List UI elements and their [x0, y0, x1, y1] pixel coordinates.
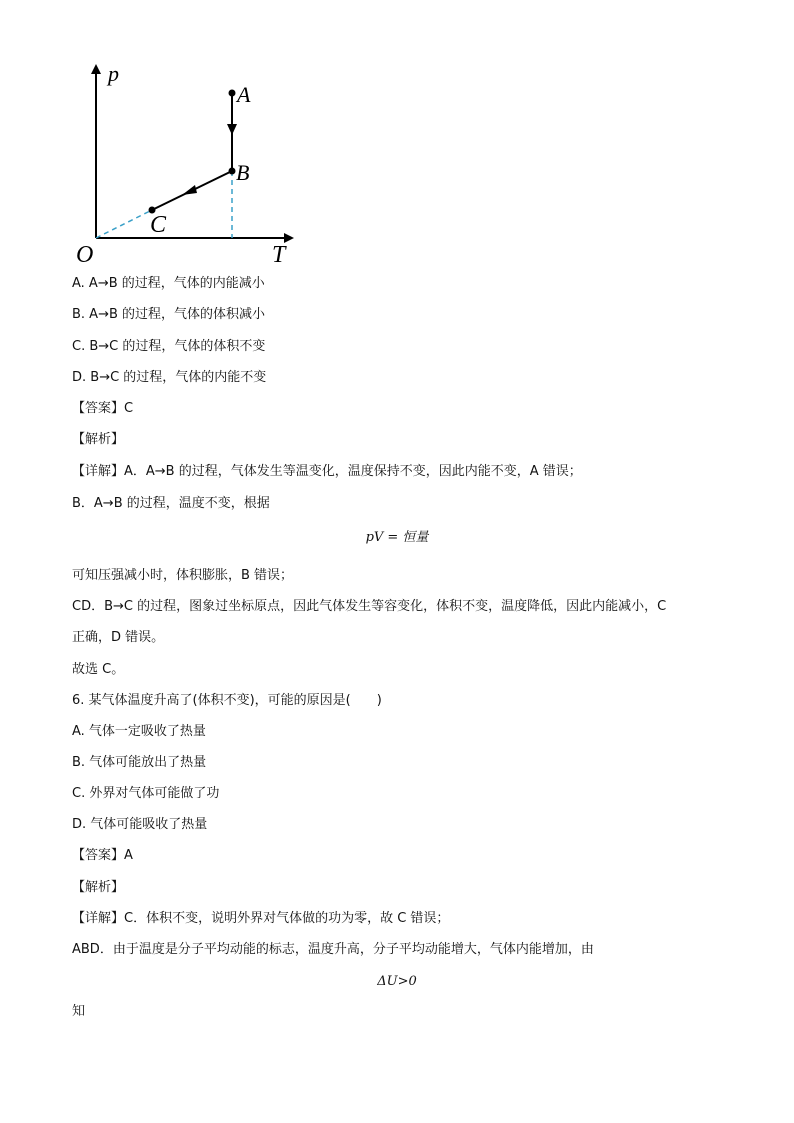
- q5-detail-1: 【详解】A．A→B 的过程，气体发生等温变化，温度保持不变，因此内能不变，A 错误；: [72, 464, 582, 479]
- q6-option-d: D. 气体可能吸收了热量: [72, 817, 208, 832]
- q5-analysis-heading: 【解析】: [72, 432, 125, 447]
- point-c-label: C: [150, 212, 167, 238]
- q5-conclusion: 故选 C。: [72, 662, 125, 677]
- q5-detail-4: CD．B→C 的过程，图象过坐标原点，因此气体发生等容变化，体积不变，温度降低，因此内能减小，C: [72, 599, 667, 614]
- q5-option-a: A. A→B 的过程，气体的内能减小: [72, 276, 265, 291]
- point-b-label: B: [236, 160, 250, 185]
- x-axis-label: T: [272, 242, 286, 268]
- q5-formula: pV = 恒量: [365, 530, 429, 545]
- q5-option-b: B. A→B 的过程，气体的体积减小: [72, 307, 266, 322]
- dashed-origin-to-c: [96, 210, 152, 238]
- arrow-b-to-c: [182, 185, 197, 195]
- q6-answer: 【答案】A: [72, 848, 133, 863]
- q5-option-d: D. B→C 的过程，气体的内能不变: [72, 370, 267, 385]
- q5-option-c: C. B→C 的过程，气体的体积不变: [72, 339, 266, 354]
- q6-formula: ΔU>0: [377, 974, 417, 989]
- point-b: [229, 168, 236, 175]
- point-a: [229, 90, 236, 97]
- q5-answer: 【答案】C: [72, 401, 134, 416]
- y-axis-label: p: [108, 61, 119, 86]
- q5-detail-2: B．A→B 的过程，温度不变，根据: [72, 496, 270, 511]
- q6-detail-1: 【详解】C．体积不变，说明外界对气体做的功为零，故 C 错误；: [72, 911, 450, 926]
- q6-option-a: A. 气体一定吸收了热量: [72, 724, 206, 739]
- q6-detail-3: 知: [72, 1004, 86, 1019]
- q6-detail-2: ABD．由于温度是分子平均动能的标志，温度升高，分子平均动能增大，气体内能增加，由: [72, 942, 594, 957]
- q6-analysis-heading: 【解析】: [72, 880, 125, 895]
- point-a-label: A: [237, 82, 251, 107]
- p-t-diagram: [66, 60, 306, 272]
- q6-question: 6. 某气体温度升高了(体积不变)，可能的原因是( ): [72, 693, 382, 708]
- q6-option-c: C. 外界对气体可能做了功: [72, 786, 220, 801]
- q5-detail-3: 可知压强减小时，体积膨胀，B 错误；: [72, 568, 294, 583]
- q6-option-b: B. 气体可能放出了热量: [72, 755, 207, 770]
- origin-label: O: [76, 242, 94, 268]
- arrow-a-to-b: [227, 124, 237, 135]
- q5-detail-5: 正确，D 错误。: [72, 630, 165, 645]
